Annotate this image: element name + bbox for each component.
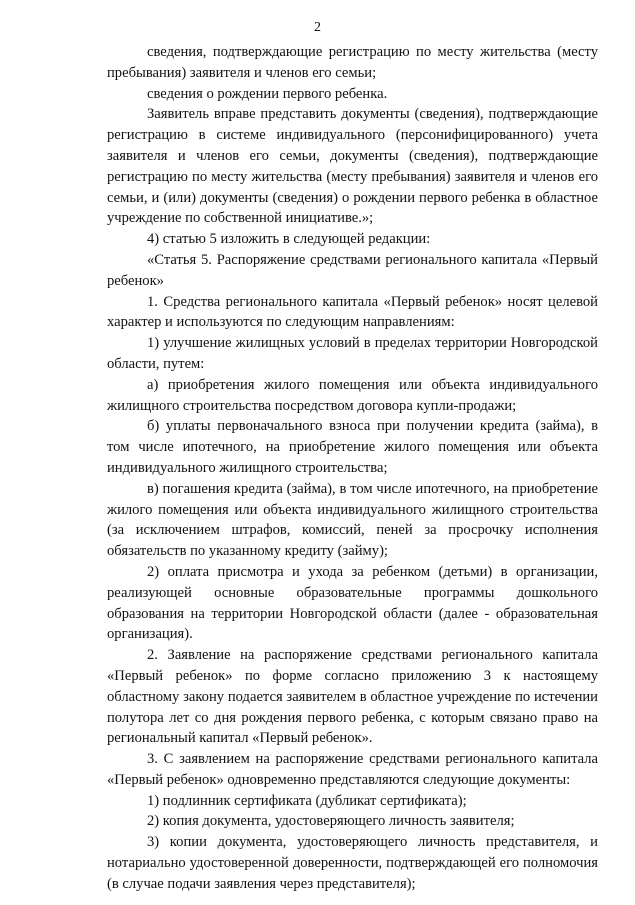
paragraph-article-5-intro: 4) статью 5 изложить в следующей редакции: xyxy=(147,231,431,248)
paragraph-article-5-title: «Статья 5. Распоряжение средствами регионального капитала «Первый ребенок» xyxy=(107,251,598,289)
paragraph-subitem-v: в) погашения кредита (займа), в том числе ипотечного, на приобретение жилого помещения или объекта индивидуального жилищного строительства (за исключением штрафов, комиссий, пеней за просрочку исполнения обязательств по указанному кредиту (займу); xyxy=(107,480,598,560)
paragraph-item-3: 3. С заявлением на распоряжение средствами регионального капитала «Первый ребенок» одновременно представляются следующие документы: xyxy=(107,751,598,788)
paragraph-subitem-a: а) приобретения жилого помещения или объекта индивидуального жилищного строительства посредством договора купли-продажи; xyxy=(107,376,598,414)
paragraph-item-1: 1. Средства регионального капитала «Первый ребенок» носят целевой характер и используются по следующим направлениям: xyxy=(107,293,598,331)
paragraph-item-2: 2. Заявление на распоряжение средствами регионального капитала «Первый ребенок» по форме согласно приложению 3 к настоящему областному закону подается заявителем в областное учреждение по истечении полутора лет со дня рождения первого ребенка, с которым связано право на региональный капитал «Первый ребенок». xyxy=(107,647,598,747)
page-number: 2 xyxy=(314,20,321,35)
paragraph-doc-3: 3) копии документа, удостоверяющего личность представителя, и нотариально удостоверенной доверенности, подтверждающей его полномочия (в случае подачи заявления через представителя); xyxy=(107,834,598,892)
document-body xyxy=(107,42,598,895)
paragraph-registration-info: сведения, подтверждающие регистрацию по месту жительства (месту пребывания) заявителя и членов его семьи; xyxy=(107,44,598,81)
paragraph-applicant-right: Заявитель вправе представить документы (сведения), подтверждающие регистрацию в системе индивидуального (персонифицированного) учета заявителя и членов его семьи, документы (сведения), подтверждающие регистрацию по месту жительства (месту пребывания) заявителя и членов его семьи, и (или) документы (сведения) о рождении первого ребенка в областное учреждение по собственной инициативе.»; xyxy=(107,106,598,227)
paragraph-subitem-2: 2) оплата присмотра и ухода за ребенком (детьми) в организации, реализующей основные образовательные программы дошкольного образования на территории Новгородской области (далее - образовательная организация). xyxy=(107,563,598,643)
paragraph-subitem-b: б) уплаты первоначального взноса при получении кредита (займа), в том числе ипотечного, на приобретение жилого помещения или объекта индивидуального жилищного строительства; xyxy=(107,418,598,476)
paragraph-birth-info: сведения о рождении первого ребенка. xyxy=(147,85,388,102)
paragraph-doc-2: 2) копия документа, удостоверяющего личность заявителя; xyxy=(147,813,515,830)
paragraph-doc-1: 1) подлинник сертификата (дубликат сертификата); xyxy=(147,792,467,809)
paragraph-subitem-1: 1) улучшение жилищных условий в пределах территории Новгородской области, путем: xyxy=(107,335,598,372)
